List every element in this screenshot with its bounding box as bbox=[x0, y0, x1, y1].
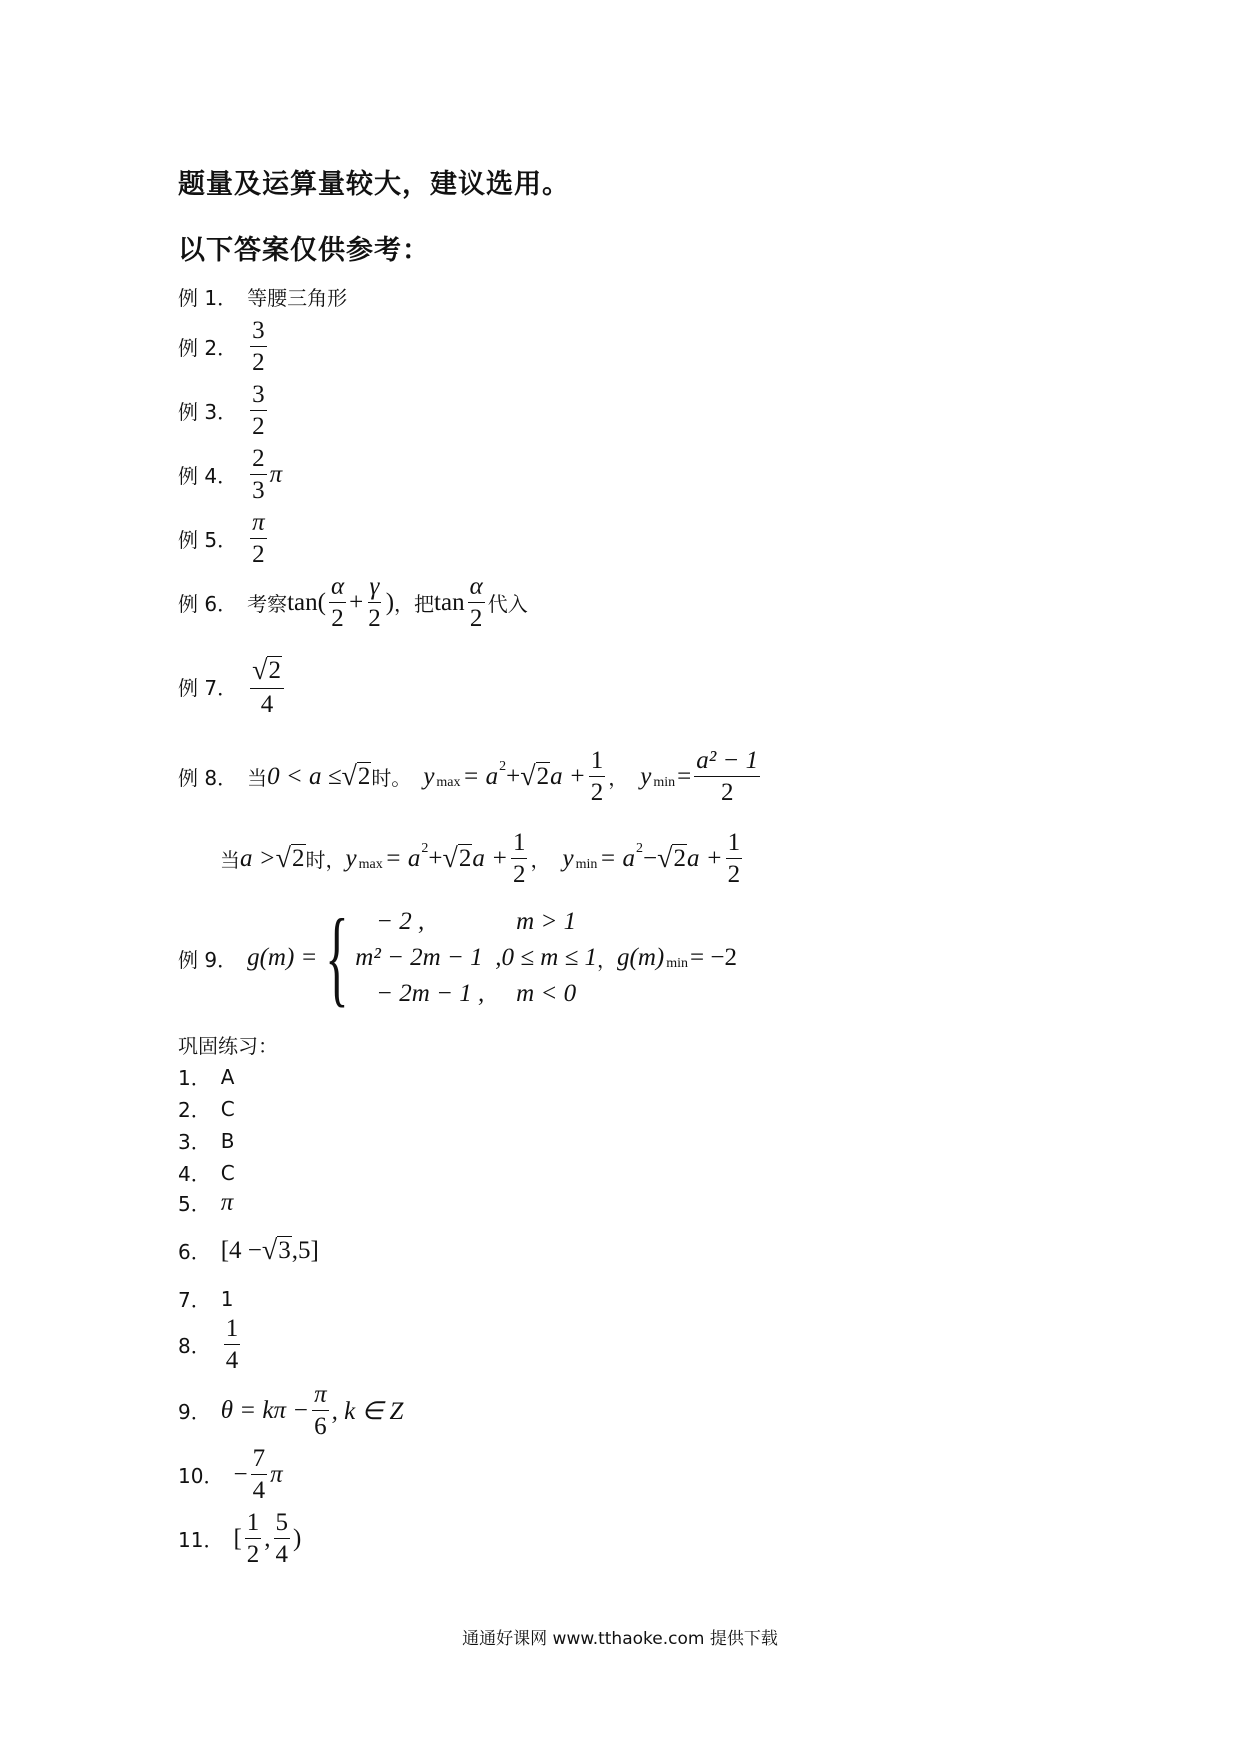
practice-title: 巩固练习： bbox=[178, 1034, 278, 1058]
practice-10: 10． − $\frac{7}{4}$ π bbox=[178, 1445, 283, 1504]
example-label: 例 2． bbox=[178, 336, 238, 360]
example-label: 例 6． bbox=[178, 592, 238, 616]
example-3 bbox=[178, 382, 270, 439]
practice-11: 11． [ $\frac{1}{2}$ , $\frac{5}{4}$ ) bbox=[178, 1509, 302, 1568]
practice-2: 2． C bbox=[178, 1096, 235, 1122]
fraction: $\frac{3}{2}$ bbox=[252, 381, 265, 440]
example-label: 例 9． bbox=[178, 947, 238, 972]
example-7 bbox=[178, 656, 287, 717]
practice-5: 5． π bbox=[178, 1188, 234, 1216]
example-1 bbox=[178, 282, 347, 311]
example-5 bbox=[178, 510, 270, 567]
example-label: 例 1． bbox=[178, 286, 238, 310]
example-6: 例 6． 考察 tan( $\frac{\alpha}{2}$ + $\frac{\gamma}{2}$ ) ，把 tan $\frac{\alpha}{2}$ 代入 bbox=[178, 573, 528, 632]
practice-9: 9． θ = kπ − $\frac{\pi}{6}$ , k ∈ Z bbox=[178, 1381, 404, 1440]
example-8-line-2: 当 a > √ 2 时， y max = a 2 + √ 2 a + $\frac{1}{2}$ ， y min = a 2 − √ 2 a + $\frac{1}{2}$ bbox=[220, 829, 741, 888]
footer-credit: 通通好课网 www.tthaoke.com 提供下载 bbox=[462, 1629, 778, 1649]
practice-8: 8． $\frac{1}{4}$ bbox=[178, 1315, 239, 1374]
example-label: 例 4． bbox=[178, 464, 238, 488]
fraction: $\frac{2}{3}$ bbox=[252, 445, 265, 504]
fraction: √ 2 4 bbox=[250, 656, 284, 717]
practice-1: 1． A bbox=[178, 1064, 235, 1090]
example-label: 例 7． bbox=[178, 675, 238, 700]
example-2 bbox=[178, 318, 270, 375]
example-4: 例 4． $\frac{2}{3}$ π bbox=[178, 445, 283, 504]
heading-answers: 以下答案仅供参考： bbox=[178, 235, 430, 266]
practice-3: 3． B bbox=[178, 1128, 235, 1154]
heading-suggestion: 题量及运算量较大，建议选用。 bbox=[178, 169, 570, 200]
fraction: $\frac{\pi}{2}$ bbox=[252, 509, 265, 568]
example-8-line-1: 例 8． 当 0 < a ≤ √ 2 时。 y max = a 2 + √ 2 a + $\frac{1}{2}$ ， y min = $\frac{\text{a² − 1}}{2}$ bbox=[178, 747, 759, 806]
practice-4: 4． C bbox=[178, 1160, 235, 1186]
example-9: 例 9． g(m) = { − 2 , m > 1 m² − 2m − 1 ,0 ≤ m ≤ 1 − 2m − 1 , m < 0 ， g(m) min = −2 bbox=[178, 898, 737, 1017]
example-label: 例 8． bbox=[178, 766, 238, 790]
practice-6: 6． [4 − √ 3 ,5] bbox=[178, 1234, 319, 1266]
example-label: 例 3． bbox=[178, 400, 238, 424]
example-label: 例 5． bbox=[178, 528, 238, 552]
piecewise-cases: − 2 , m > 1 m² − 2m − 1 ,0 ≤ m ≤ 1 − 2m − 1 , m < 0 bbox=[355, 908, 598, 1007]
brace: { bbox=[325, 898, 350, 1017]
fraction: $\frac{3}{2}$ bbox=[252, 317, 265, 376]
example-answer: 等腰三角形 bbox=[247, 286, 348, 310]
practice-7: 7． 1 bbox=[178, 1286, 234, 1312]
